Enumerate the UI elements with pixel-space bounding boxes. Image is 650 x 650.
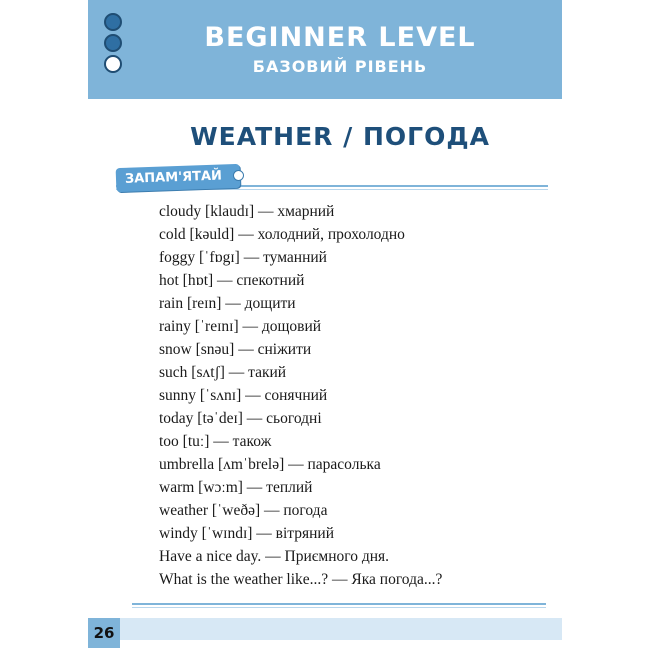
level-indicator — [104, 13, 126, 76]
level-dot-empty — [104, 55, 122, 73]
bottom-divider — [132, 603, 546, 605]
vocab-item: warm [wɔːm] — теплий — [159, 479, 313, 496]
topic-title: WEATHER / ПОГОДА — [190, 122, 490, 151]
vocab-item: sunny [ˈsʌnɪ] — сонячний — [159, 387, 328, 404]
phrase-item: Have a nice day. — Приємного дня. — [159, 548, 390, 565]
level-dot-filled — [104, 13, 122, 31]
pin-icon — [233, 170, 244, 181]
vocab-item: such [sʌtʃ] — такий — [159, 364, 287, 381]
vocab-item: today [təˈdeɪ] — сьогодні — [159, 410, 322, 427]
footer-band — [118, 618, 562, 640]
level-dot-filled — [104, 34, 122, 52]
vocab-item: too [tuː] — також — [159, 433, 272, 450]
level-subtitle: БАЗОВИЙ РІВЕНЬ — [252, 57, 428, 76]
level-title: BEGINNER LEVEL — [204, 22, 476, 53]
vocab-item: rain [reɪn] — дощити — [159, 295, 296, 312]
vocabulary-list — [159, 201, 442, 592]
vocab-item: foggy [ˈfɒgɪ] — туманний — [159, 249, 327, 266]
vocab-item: cold [kəuld] — холодний, прохолодно — [159, 226, 405, 243]
page-number: 26 — [88, 618, 120, 648]
phrase-item: What is the weather like...? — Яка погода...? — [159, 571, 443, 588]
vocab-item: weather [ˈweðə] — погода — [159, 502, 328, 519]
vocab-item: windy [ˈwɪndɪ] — вітряний — [159, 525, 335, 542]
vocab-item: cloudy [klaudɪ] — хмарний — [159, 203, 335, 220]
vocab-item: rainy [ˈreɪnɪ] — дощовий — [159, 318, 322, 335]
bottom-divider-thin — [132, 607, 546, 608]
vocab-item: snow [snəu] — сніжити — [159, 341, 312, 358]
vocab-item: umbrella [ʌmˈbrelə] — парасолька — [159, 456, 381, 473]
remember-tag: ЗАПАМ'ЯТАЙ — [116, 164, 241, 192]
vocab-item: hot [hɒt] — спекотний — [159, 272, 305, 289]
